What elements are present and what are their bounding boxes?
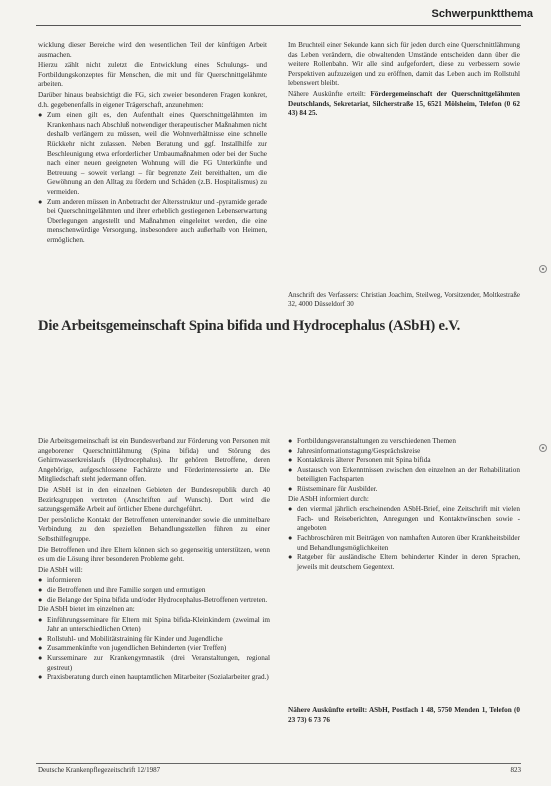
bullet-icon: ●	[38, 615, 43, 624]
article-right-column	[288, 437, 520, 572]
bullet-icon: ●	[288, 484, 293, 493]
page-number: 823	[510, 766, 521, 774]
bullet-icon: ●	[38, 654, 43, 663]
header-rule	[36, 25, 521, 26]
bullet-icon: ●	[288, 505, 293, 514]
bullet-icon: ●	[288, 456, 293, 465]
bullet-list	[38, 111, 267, 245]
bullet-icon: ●	[288, 533, 293, 542]
list-item: ● Zusammenkünfte von jugendlichen Behinderten (vier Treffen)	[38, 644, 227, 653]
bullet-icon: ●	[38, 595, 43, 604]
paragraph: Die ASbH will:	[38, 565, 83, 574]
bullet-list	[288, 437, 520, 495]
paragraph: Der persönliche Kontakt der Betroffenen untereinander sowie die unmittelbare Verbindung zu den speziellen Behandlungsstellen führen zu einer Selbsthilfegruppe.	[38, 515, 270, 543]
bullet-list	[288, 505, 520, 572]
author-credit: Anschrift des Verfassers: Christian Joachim, Steilweg, Vorsitzender, Moltkestraße 32, 4000 Düsseldorf 30	[288, 291, 520, 308]
list-item: ● Kontaktkreis älterer Personen mit Spina bifida	[288, 456, 431, 465]
paragraph: Im Bruchteil einer Sekunde kann sich für jeden durch eine Querschnittlähmung das Leben verändern, die obwaltenden Umstände entscheiden dann über die weitere Rollenbahn. Wir alle sind aufgefordert, diese zu verbessern sowie Perspektiven aufzuzeigen und zu eröffnen, damit das Leben auch im Rollstuhl lebenswert bleibt.	[288, 41, 520, 88]
punch-hole-icon	[538, 443, 548, 453]
top-right-column	[288, 41, 520, 120]
contact-info: Nähere Auskünfte erteilt: Fördergemeinschaft der Querschnittgelähmten Deutschlands, Sekretariat, Silcherstraße 15, 6521 Mölsheim, Telefon (0 62 43) 84 25.	[288, 89, 520, 118]
article-contact-info: Nähere Auskünfte erteilt: ASbH, Postfach 1 48, 5750 Menden 1, Telefon (0 23 73) 6 73 76	[288, 706, 520, 724]
list-item: ● Praxisberatung durch einen hauptamtlichen Mitarbeiter (Sozialarbeiter grad.)	[38, 673, 269, 682]
journal-name: Deutsche Krankenpflegezeitschrift 12/1987	[38, 766, 161, 774]
bullet-list	[38, 576, 270, 605]
bullet-icon: ●	[288, 465, 293, 474]
list-item: ● Fortbildungsveranstaltungen zu verschiedenen Themen	[288, 437, 456, 445]
list-item: ● Einführungsseminare für Eltern mit Spina bifida-Kleinkindern (zweimal im Jahr an unterschiedlichen Orten)	[38, 615, 270, 634]
paragraph: wicklung dieser Bereiche wird den wesentlichen Teil der künftigen Arbeit ausmachen.	[38, 41, 267, 59]
footer-rule	[36, 763, 521, 764]
paragraph: Darüber hinaus beabsichtigt die FG, sich zweier besonderen Fragen konkret, d.h. gegebenenfalls in eigener Trägerschaft, anzunehmen:	[38, 90, 267, 109]
paragraph: Die Betroffenen und ihre Eltern können sich so gegenseitig unterstützen, wenn es um die Lösung ihrer besonderen Probleme geht.	[38, 545, 270, 564]
list-item: ● Kursseminare zur Krankengymnastik (drei Veranstaltungen, regional gestreut)	[38, 654, 270, 672]
bullet-icon: ●	[38, 673, 43, 682]
bullet-icon: ●	[288, 437, 293, 445]
paragraph: Die ASbH ist in den einzelnen Gebieten der Bundesrepublik durch 40 Bezirksgruppen vertreten (Anschriften auf Wunsch). Dort wird die satzungsgemäße Arbeit auf örtlicher Ebene durchgeführt.	[38, 485, 270, 514]
punch-hole-icon	[538, 264, 548, 274]
list-item: ● Ratgeber für ausländische Eltern behinderter Kinder in deren Sprachen, jeweils mit deutschem Gegentext.	[288, 553, 520, 571]
paragraph: Die ASbH bietet im einzelnen an:	[38, 605, 135, 614]
bullet-list	[38, 616, 270, 683]
section-label: Schwerpunktthema	[431, 8, 533, 20]
list-item: ● Jahresinformationstagung/Gesprächskreise	[288, 446, 421, 455]
bullet-icon: ●	[38, 576, 43, 585]
bullet-icon: ●	[38, 111, 43, 120]
paragraph: Hierzu zählt nicht zuletzt die Entwicklung eines Schulungs- und Fortbildungskonzeptes für Menschen, die mit und für Querschnittgelähmte arbeiten.	[38, 61, 267, 89]
list-item: ● Fachbroschüren mit Beiträgen von namhaften Autoren über Krankheitsbilder und Behandlungsmöglichkeiten	[288, 533, 520, 552]
bullet-icon: ●	[38, 197, 43, 206]
bullet-icon: ●	[38, 644, 43, 653]
top-left-column	[38, 41, 267, 245]
paragraph: Die Arbeitsgemeinschaft ist ein Bundesverband zur Förderung von Personen mit angeborener Querschnittlähmung (Spina bifida) und Störung des Gehirnwasserkreislaufs (Hydrocephalus). Ihr gehören Betroffene, deren Angehörige, aufgeschlossene Fachärzte und Förderinteressierte an. Die Mitgliedschaft steht jedermann offen.	[38, 437, 270, 484]
bullet-icon: ●	[38, 585, 43, 594]
list-item: ● die Belange der Spina bifida und/oder Hydrocephalus-Betroffenen vertreten.	[38, 595, 268, 604]
article-left-column	[38, 437, 270, 683]
list-item: ● Zum anderen müssen in Anbetracht der Altersstruktur und -pyramide gerade bei Querschnittgelähmten und ihrer erheblich gestiegenen Lebenserwartung Überlegungen angestellt und Maßnahmen eingeleitet werden, die eine menschenwürdige Versorgung, insbesondere auch außerhalb von Heimen, ermöglichen.	[38, 197, 267, 244]
list-item: ● informieren	[38, 576, 81, 585]
bullet-icon: ●	[288, 446, 293, 455]
list-item: ● Rollstuhl- und Mobilitätstraining für Kinder und Jugendliche	[38, 634, 223, 643]
list-item: ● Zum einen gilt es, den Aufenthalt eines Querschnittgelähmten im Krankenhaus nach Abschluß notwendiger therapeutischer Maßnahmen nicht deshalb verlängern zu müssen, weil die Wohnverhältnisse eine schnelle Rückkehr nicht zulassen. Neben Beratung und ggf. Installhilfe zur Beschleunigung etwa erforderlicher Umbaumaßnahmen oder bei der Suche nach einer neuen geeigneten Wohnung will die FG Unterkünfte und Betreuung – soweit verlangt – für begrenzte Zeit bereithalten, um die Gewöhnung an den Alltag zu fördern und Schäden (z.B. Hospitalismus) zu vermeiden.	[38, 111, 267, 196]
list-item: ● die Betroffenen und ihre Familie sorgen und ermutigen	[38, 585, 206, 594]
bullet-icon: ●	[288, 553, 293, 562]
list-item: ● Austausch von Erkenntnissen zwischen den einzelnen an der Rehabilitation beteiligten Fachsparten	[288, 465, 520, 484]
article-title: Die Arbeitsgemeinschaft Spina bifida und Hydrocephalus (ASbH) e.V.	[38, 318, 461, 334]
bullet-icon: ●	[38, 634, 43, 643]
list-item: ● den viermal jährlich erscheinenden ASbH-Brief, eine Zeitschrift mit vielen Fach- und Reiseberichten, Anregungen und Kontaktwünschen sowie -angeboten	[288, 505, 520, 533]
list-item: ● Rüstseminare für Ausbilder.	[288, 484, 378, 493]
paragraph: Die ASbH informiert durch:	[288, 494, 369, 503]
